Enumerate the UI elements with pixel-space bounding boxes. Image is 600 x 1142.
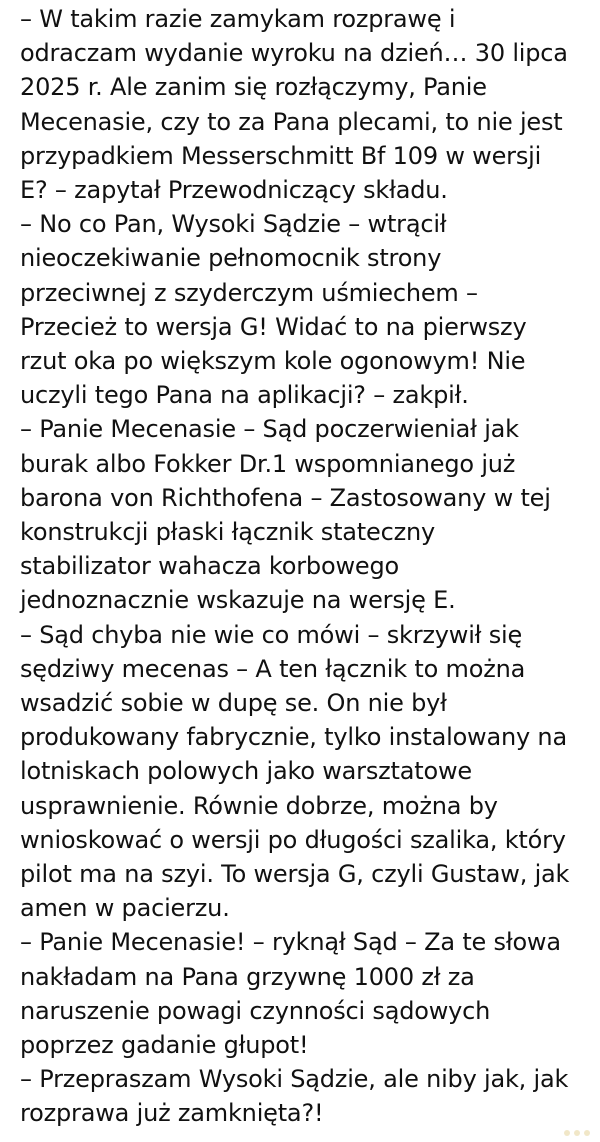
text-line: amen w pacierzu. [20, 894, 230, 923]
text-line: pilot ma na szyi. To wersja G, czyli Gustaw, jak [20, 860, 570, 888]
text-line: usprawnienie. Równie dobrze, można by [20, 791, 498, 820]
text-line: konstrukcji płaski łącznik stateczny [20, 518, 435, 546]
text-line: burak albo Fokker Dr.1 wspomnianego już [20, 449, 516, 478]
text-line: barona von Richthofena – Zastosowany w tej [20, 483, 551, 512]
text-line: lotniskach polowych jako warsztatowe [20, 757, 472, 786]
text-line: nieoczekiwanie pełnomocnik strony [20, 244, 442, 273]
text-line: wsadzić sobie w dupę se. On nie był [20, 689, 447, 717]
text-line: E? – zapytał Przewodniczący składu. [20, 176, 448, 204]
text-line: – W takim razie zamykam rozprawę i [20, 5, 456, 33]
text-line: produkowany fabrycznie, tylko instalowany na [20, 723, 567, 752]
text-line: stabilizator wahacza korbowego [20, 552, 399, 581]
text-line: przypadkiem Messerschmitt Bf 109 w wersji [20, 141, 542, 170]
text-line: wnioskować o wersji po długości szalika, który [20, 825, 566, 854]
text-line: Mecenasie, czy to za Pana plecami, to nie jest [20, 107, 563, 136]
text-line: 2025 r. Ale zanim się rozłączymy, Panie [20, 73, 487, 102]
text-line: przeciwnej z szyderczym uśmiechem – [20, 278, 478, 307]
text-line: naruszenie powagi czynności sądowych [20, 996, 491, 1025]
watermark-icon [562, 1128, 592, 1138]
text-line: rzut oka po większym kole ogonowym! Nie [20, 347, 526, 375]
text-line: uczyli tego Pana na aplikacji? – zakpił. [20, 381, 469, 410]
text-line: – Przepraszam Wysoki Sądzie, ale niby jak, jak [20, 1065, 569, 1094]
text-line: – Sąd chyba nie wie co mówi – skrzywił się [20, 620, 523, 649]
text-line: odraczam wydanie wyroku na dzień… 30 lipca [20, 39, 568, 68]
text-line: jednoznacznie wskazuje na wersję E. [20, 586, 456, 615]
text-line: – No co Pan, Wysoki Sądzie – wtrącił [20, 210, 447, 239]
text-line: rozprawa już zamknięta?! [20, 1099, 324, 1128]
text-line: poprzez gadanie głupot! [20, 1031, 309, 1059]
text-line: Przecież to wersja G! Widać to na pierwszy [20, 312, 527, 341]
text-line: sędziwy mecenas – A ten łącznik to można [20, 654, 526, 683]
text-line: – Panie Mecenasie – Sąd poczerwieniał jak [20, 415, 519, 444]
text-line: nakładam na Pana grzywnę 1000 zł za [20, 962, 475, 991]
text-line: – Panie Mecenasie! – ryknął Sąd – Za te słowa [20, 928, 561, 957]
dialogue-text [20, 0, 590, 1142]
